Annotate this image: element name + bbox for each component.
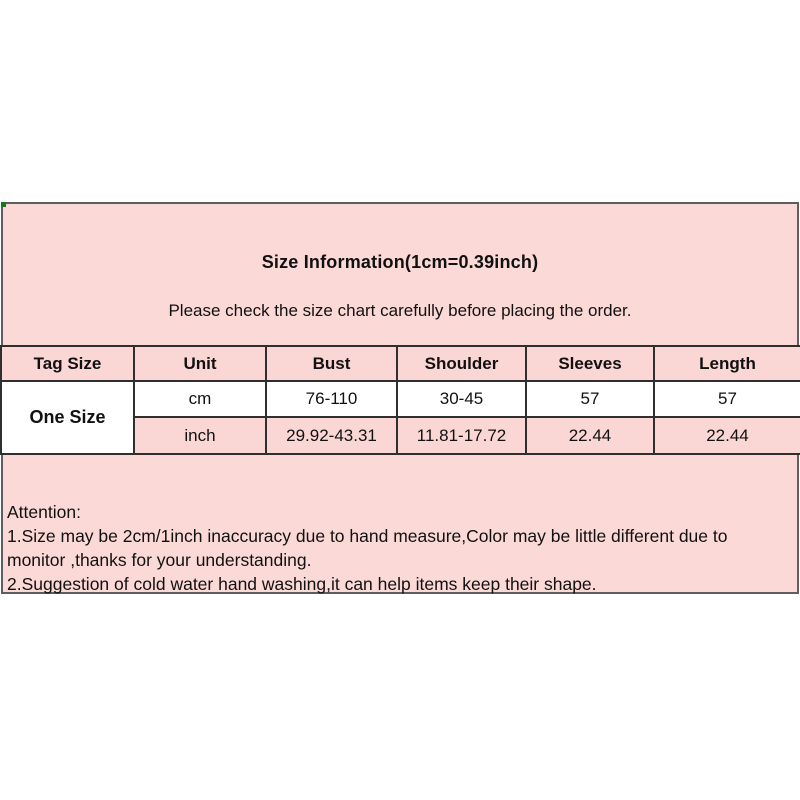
attention-line: monitor ,thanks for your understanding. bbox=[7, 550, 312, 570]
cell-inch-shoulder: 11.81-17.72 bbox=[397, 417, 526, 454]
size-table-header-row bbox=[1, 346, 800, 381]
cell-cm-sleeves: 57 bbox=[526, 381, 654, 417]
attention-line: 1.Size may be 2cm/1inch inaccuracy due to hand measure,Color may be little different due to bbox=[7, 526, 728, 546]
cell-cm-length: 57 bbox=[654, 381, 800, 417]
cell-inch-bust: 29.92-43.31 bbox=[266, 417, 397, 454]
tag-size-cell: One Size bbox=[1, 381, 134, 454]
col-header-unit: Unit bbox=[134, 346, 266, 381]
col-header-length: Length bbox=[654, 346, 800, 381]
col-header-shoulder: Shoulder bbox=[397, 346, 526, 381]
cell-cm-unit: cm bbox=[134, 381, 266, 417]
cell-inch-unit: inch bbox=[134, 417, 266, 454]
cell-inch-sleeves: 22.44 bbox=[526, 417, 654, 454]
attention-heading: Attention: bbox=[7, 502, 81, 522]
size-info-title: Size Information(1cm=0.39inch) bbox=[261, 252, 539, 272]
col-header-bust: Bust bbox=[266, 346, 397, 381]
size-info-subtitle: Please check the size chart carefully before placing the order. bbox=[168, 301, 632, 320]
attention-line: 2.Suggestion of cold water hand washing,it can help items keep their shape. bbox=[7, 574, 597, 594]
size-table bbox=[0, 345, 800, 455]
cell-cm-bust: 76-110 bbox=[266, 381, 397, 417]
col-header-sleeves: Sleeves bbox=[526, 346, 654, 381]
green-corner-mark bbox=[1, 202, 6, 207]
table-row-cm bbox=[1, 381, 800, 417]
cell-inch-length: 22.44 bbox=[654, 417, 800, 454]
cell-cm-shoulder: 30-45 bbox=[397, 381, 526, 417]
col-header-tag-size: Tag Size bbox=[1, 346, 134, 381]
attention-notes bbox=[7, 500, 793, 596]
